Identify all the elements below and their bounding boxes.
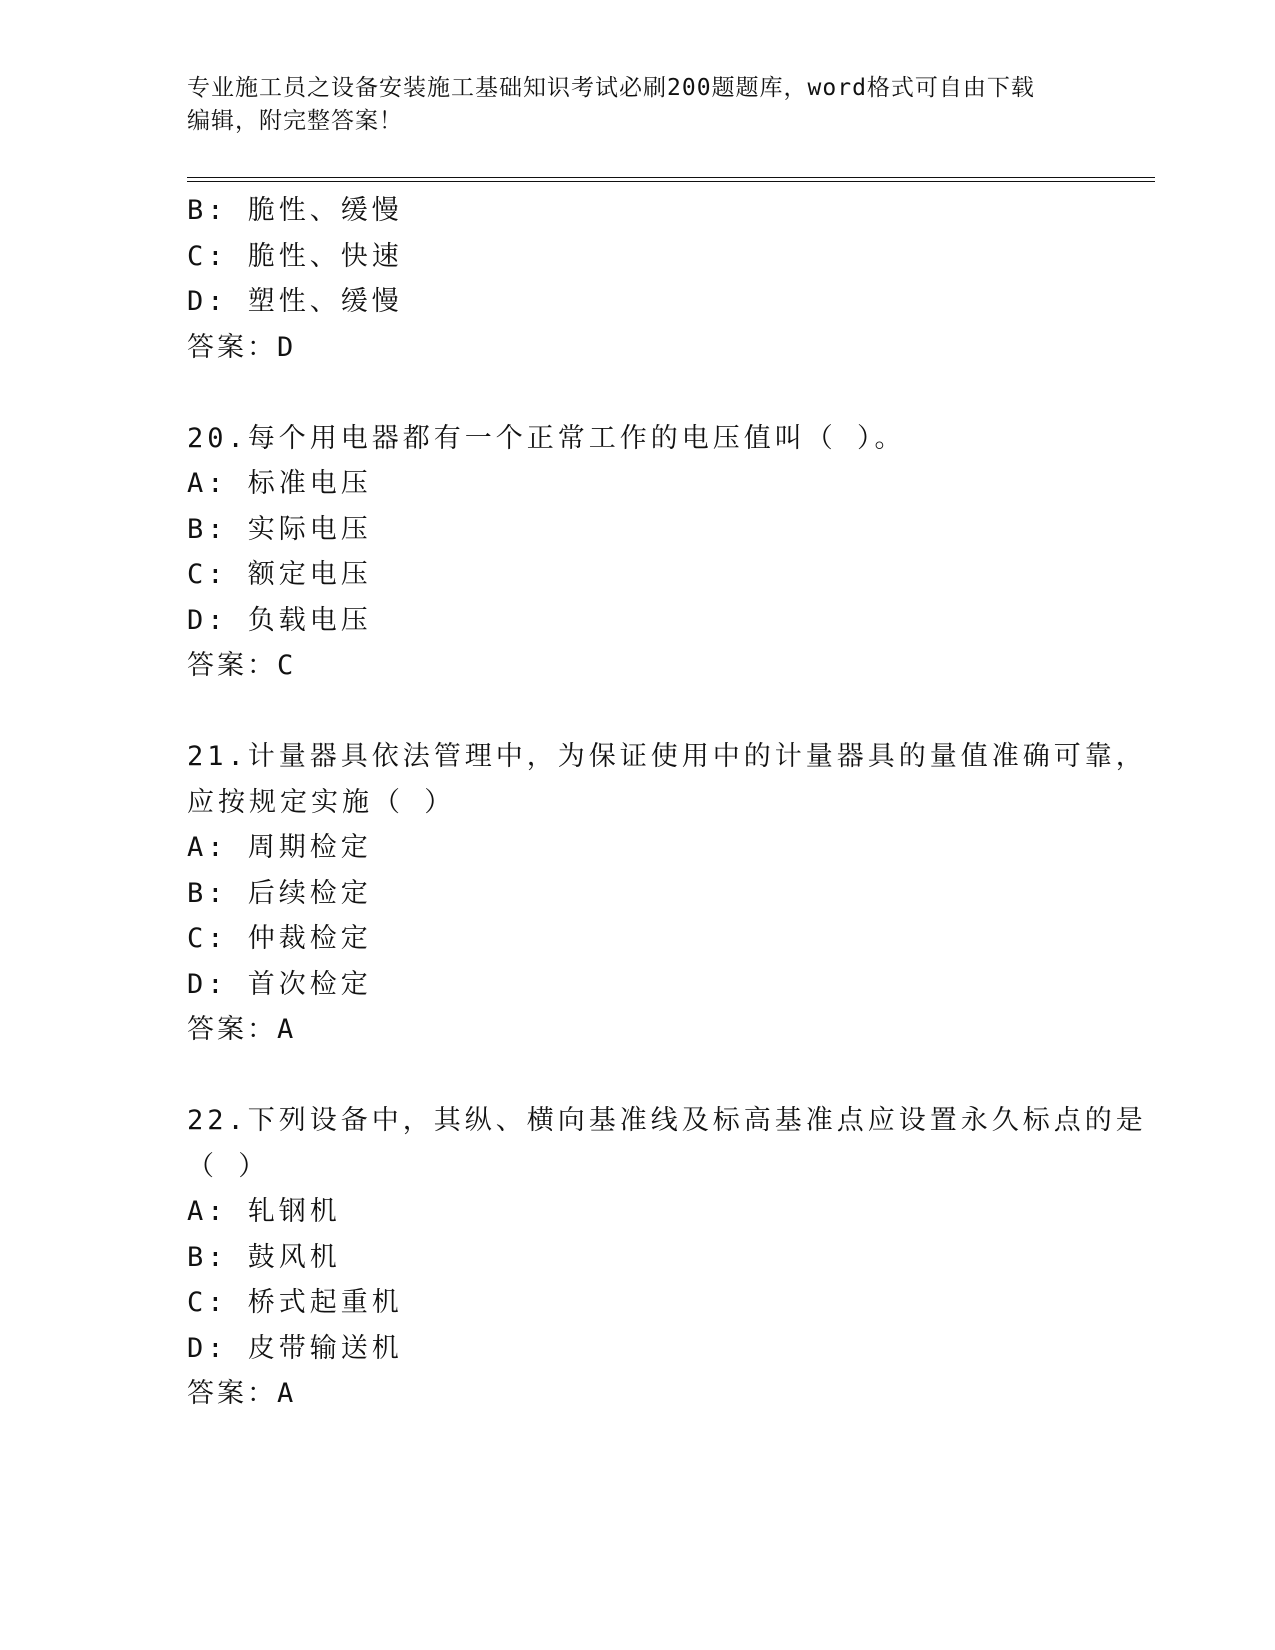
spacer [187,1053,1147,1099]
option-b: B: 实际电压 [187,513,372,545]
answer: 答案：A [187,1014,297,1045]
question-stem-line-1: 22.下列设备中，其纵、横向基准线及标高基准点应设置永久标点的是 [187,1105,1147,1136]
question-20 [187,416,1147,689]
question-list [187,188,1147,1417]
answer: 答案：D [187,331,297,363]
header-line-2: 编辑，附完整答案！ [187,108,403,134]
spacer [187,689,1147,735]
question-22 [187,1098,1147,1417]
option-c: C: 仲裁检定 [187,923,372,954]
option-a: A: 标准电压 [187,468,372,499]
option-d: D: 负载电压 [187,604,372,636]
header-divider-bottom [187,181,1155,182]
option-b: B: 后续检定 [187,877,372,909]
option-a: A: 周期检定 [187,832,372,863]
answer: 答案：C [187,650,297,681]
option-c: C: 脆性、快速 [187,240,403,272]
option-b: B: 鼓风机 [187,1241,341,1273]
option-a: A: 轧钢机 [187,1196,341,1227]
question-stem-line-2: （ ） [187,1150,270,1182]
question-21 [187,734,1147,1053]
header-divider-top [187,177,1155,178]
option-d: D: 塑性、缓慢 [187,286,403,317]
spacer [187,370,1147,416]
page-header [187,72,1087,138]
header-line-1: 专业施工员之设备安装施工基础知识考试必刷200题题库，word格式可自由下载 [187,75,1035,101]
answer: 答案：A [187,1378,297,1409]
option-d: D: 皮带输送机 [187,1332,403,1364]
question-stem-line-1: 21.计量器具依法管理中，为保证使用中的计量器具的量值准确可靠， [187,741,1147,772]
option-b: B: 脆性、缓慢 [187,195,403,226]
option-c: C: 桥式起重机 [187,1287,403,1318]
question-19-tail [187,188,1147,370]
question-stem-line-2: 应按规定实施（ ） [187,786,456,818]
question-stem: 20.每个用电器都有一个正常工作的电压值叫（ ）。 [187,422,906,454]
option-d: D: 首次检定 [187,968,372,1000]
option-c: C: 额定电压 [187,559,372,590]
